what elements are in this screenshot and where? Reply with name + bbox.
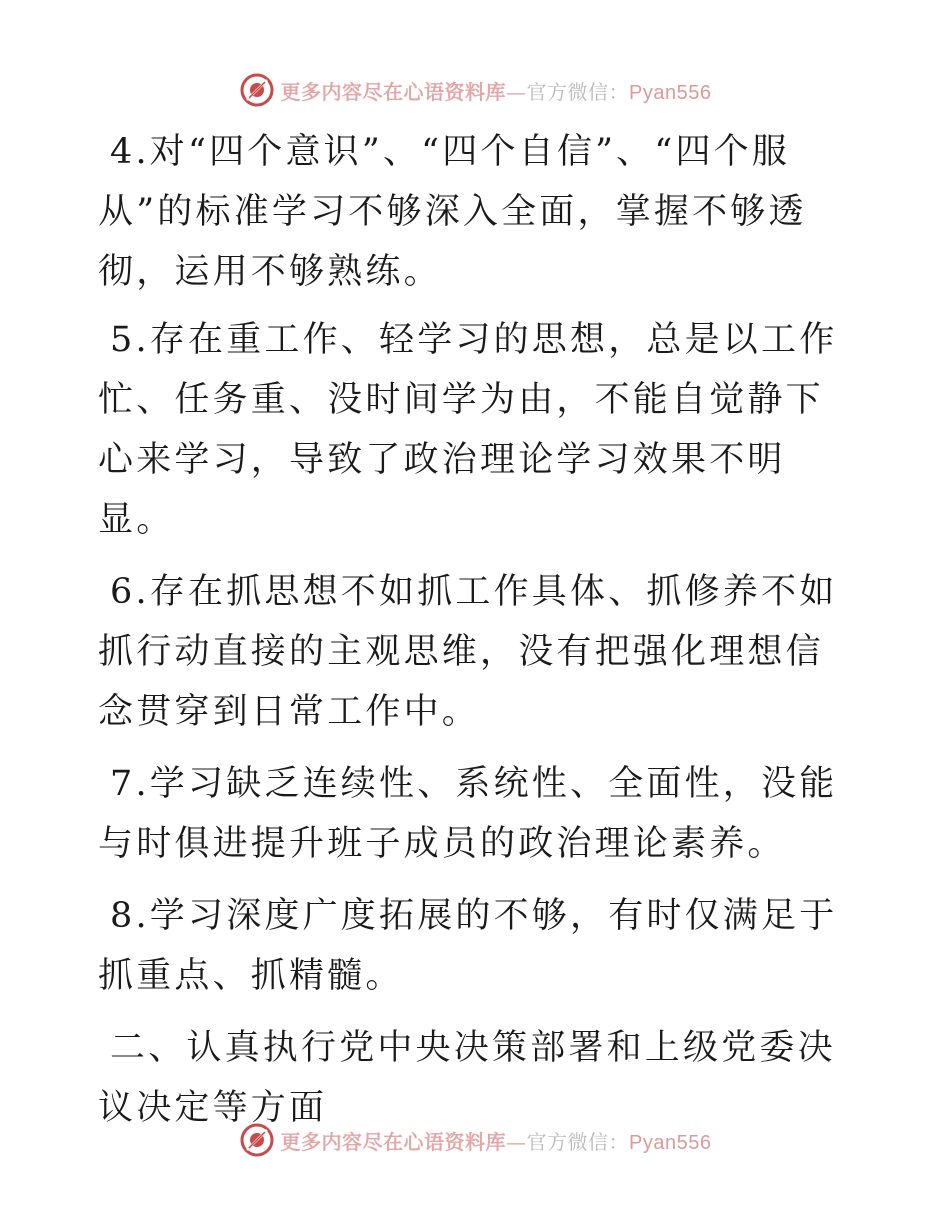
seal-logo-icon	[239, 1122, 275, 1158]
site-name: 更多内容尽在心语资料库	[280, 79, 507, 104]
section-heading: 二、认真执行党中央决策部署和上级党委决议决定等方面	[98, 1028, 836, 1128]
wechat-id: Pyan556	[629, 1131, 712, 1154]
wechat-label: 官方微信：	[526, 79, 630, 104]
header-banner	[0, 68, 950, 112]
wechat-id: Pyan556	[629, 81, 712, 104]
site-name: 更多内容尽在心语资料库	[280, 1129, 507, 1154]
paragraph-item-6: 6.存在抓思想不如抓工作具体、抓修养不如抓行动直接的主观思维，没有把强化理想信念贯穿到日常工作中。	[98, 572, 838, 732]
banner-text	[281, 76, 712, 105]
footer-banner	[0, 1118, 950, 1162]
paragraph-item-8: 8.学习深度广度拓展的不够，有时仅满足于抓重点、抓精髓。	[98, 896, 838, 996]
wechat-label: 官方微信：	[526, 1129, 630, 1154]
banner-dash: —	[506, 79, 527, 104]
paragraph-item-7: 7.学习缺乏连续性、系统性、全面性，没能与时俱进提升班子成员的政治理论素养。	[98, 764, 838, 864]
paragraph-item-5: 5.存在重工作、轻学习的思想，总是以工作忙、任务重、没时间学为由，不能自觉静下心来学习，导致了政治理论学习效果不明显。	[98, 320, 838, 540]
banner-text	[281, 1126, 712, 1155]
seal-logo-icon	[239, 72, 275, 108]
banner-dash: —	[506, 1129, 527, 1154]
document-body	[98, 122, 858, 1150]
paragraph-item-4: 4.对“四个意识”、“四个自信”、“四个服从”的标准学习不够深入全面，掌握不够透彻，运用不够熟练。	[98, 132, 807, 292]
